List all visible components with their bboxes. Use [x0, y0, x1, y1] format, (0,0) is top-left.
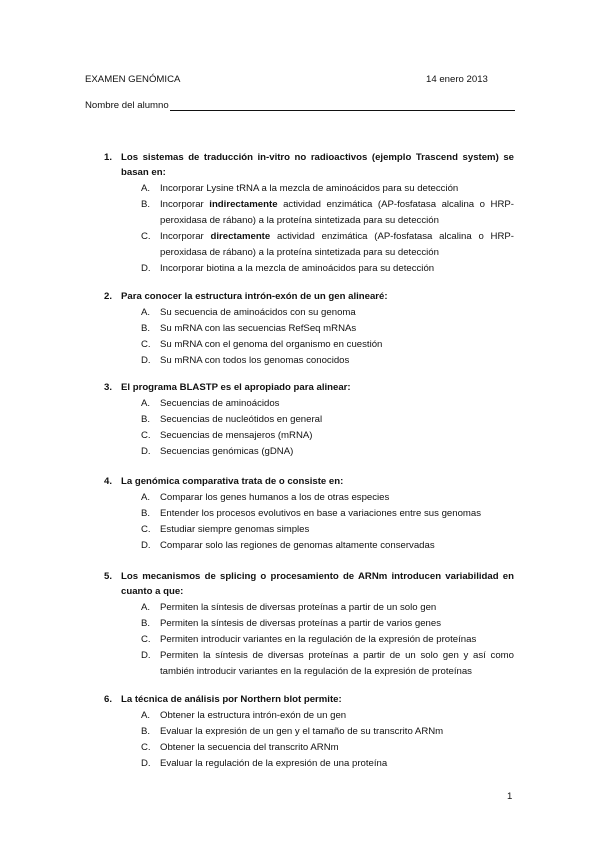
student-name-label: Nombre del alumno — [85, 100, 169, 111]
option-a: A. Secuencias de aminoácidos — [141, 398, 280, 409]
emphasis: indirectamente — [209, 199, 278, 210]
option-c: C. Incorporar directamente actividad enzimática (AP-fosfatasa alcalina o HRP-peroxidasa de rábano) a la proteína sintetizada para su detección — [141, 231, 515, 258]
option-d: D. Evaluar la regulación de la expresión de una proteína — [141, 758, 388, 769]
question-4 — [104, 474, 514, 554]
option-d: D. Incorporar biotina a la mezcla de aminoácidos para su detección — [141, 263, 435, 274]
option-b: B. Permiten la síntesis de diversas proteínas a partir de varios genes — [141, 618, 442, 629]
option-c: C. Permiten introducir variantes en la regulación de la expresión de proteínas — [141, 634, 477, 645]
question-text: La técnica de análisis por Northern blot permite: — [121, 694, 342, 705]
option-c: C. Su mRNA con el genoma del organismo en cuestión — [141, 339, 383, 350]
question-number: 1. — [104, 152, 113, 163]
option-c: C. Obtener la secuencia del transcrito ARNm — [141, 742, 339, 753]
question-number: 3. — [104, 382, 113, 393]
page-number: 1 — [507, 791, 513, 802]
option-d: D. Permiten la síntesis de diversas proteínas a partir de un solo gen y así como también introducir variantes en la regulación de la expresión de proteínas — [141, 650, 514, 677]
question-number: 6. — [104, 694, 113, 705]
question-number: 2. — [104, 291, 113, 302]
question-text: El programa BLASTP es el apropiado para alinear: — [121, 382, 351, 393]
student-name-line — [170, 100, 515, 111]
option-c: C. Secuencias de mensajeros (mRNA) — [141, 430, 313, 441]
option-b: B. Evaluar la expresión de un gen y el tamaño de su transcrito ARNm — [141, 726, 444, 737]
option-a: A. Comparar los genes humanos a los de otras especies — [141, 492, 390, 503]
option-d: D. Comparar solo las regiones de genomas altamente conservadas — [141, 540, 435, 551]
question-text: La genómica comparativa trata de o consiste en: — [121, 476, 344, 487]
question-6 — [104, 692, 514, 772]
question-text: Los sistemas de traducción in-vitro no radioactivos (ejemplo Trascend system) se basan en: — [121, 152, 514, 178]
exam-date: 14 enero 2013 — [426, 74, 488, 85]
question-1 — [104, 150, 514, 277]
option-a: A. Incorporar Lysine tRNA a la mezcla de aminoácidos para su detección — [141, 183, 459, 194]
student-name-row — [85, 100, 515, 111]
question-text: Para conocer la estructura intrón-exón de un gen alinearé: — [121, 291, 388, 302]
option-b: B. Entender los procesos evolutivos en base a variaciones entre sus genomas — [141, 508, 482, 519]
question-3 — [104, 380, 514, 460]
emphasis: directamente — [210, 231, 271, 242]
option-b: B. Secuencias de nucleótidos en general — [141, 414, 323, 425]
question-text: Los mecanismos de splicing o procesamiento de ARNm introducen variabilidad en cuanto a que: — [121, 571, 514, 597]
option-c: C. Estudiar siempre genomas simples — [141, 524, 310, 535]
question-2 — [104, 289, 514, 369]
exam-title: EXAMEN GENÓMICA — [85, 74, 181, 85]
option-d: D. Su mRNA con todos los genomas conocidos — [141, 355, 350, 366]
option-b: B. Su mRNA con las secuencias RefSeq mRNAs — [141, 323, 357, 334]
option-a: A. Obtener la estructura intrón-exón de un gen — [141, 710, 347, 721]
question-number: 4. — [104, 476, 113, 487]
question-number: 5. — [104, 571, 113, 582]
question-5 — [104, 569, 514, 680]
option-a: A. Permiten la síntesis de diversas proteínas a partir de un solo gen — [141, 602, 437, 613]
option-a: A. Su secuencia de aminoácidos con su genoma — [141, 307, 356, 318]
option-b: B. Incorporar indirectamente actividad enzimática (AP-fosfatasa alcalina o HRP-peroxidasa de rábano) a la proteína sintetizada para su detección — [141, 199, 515, 226]
option-d: D. Secuencias genómicas (gDNA) — [141, 446, 294, 457]
